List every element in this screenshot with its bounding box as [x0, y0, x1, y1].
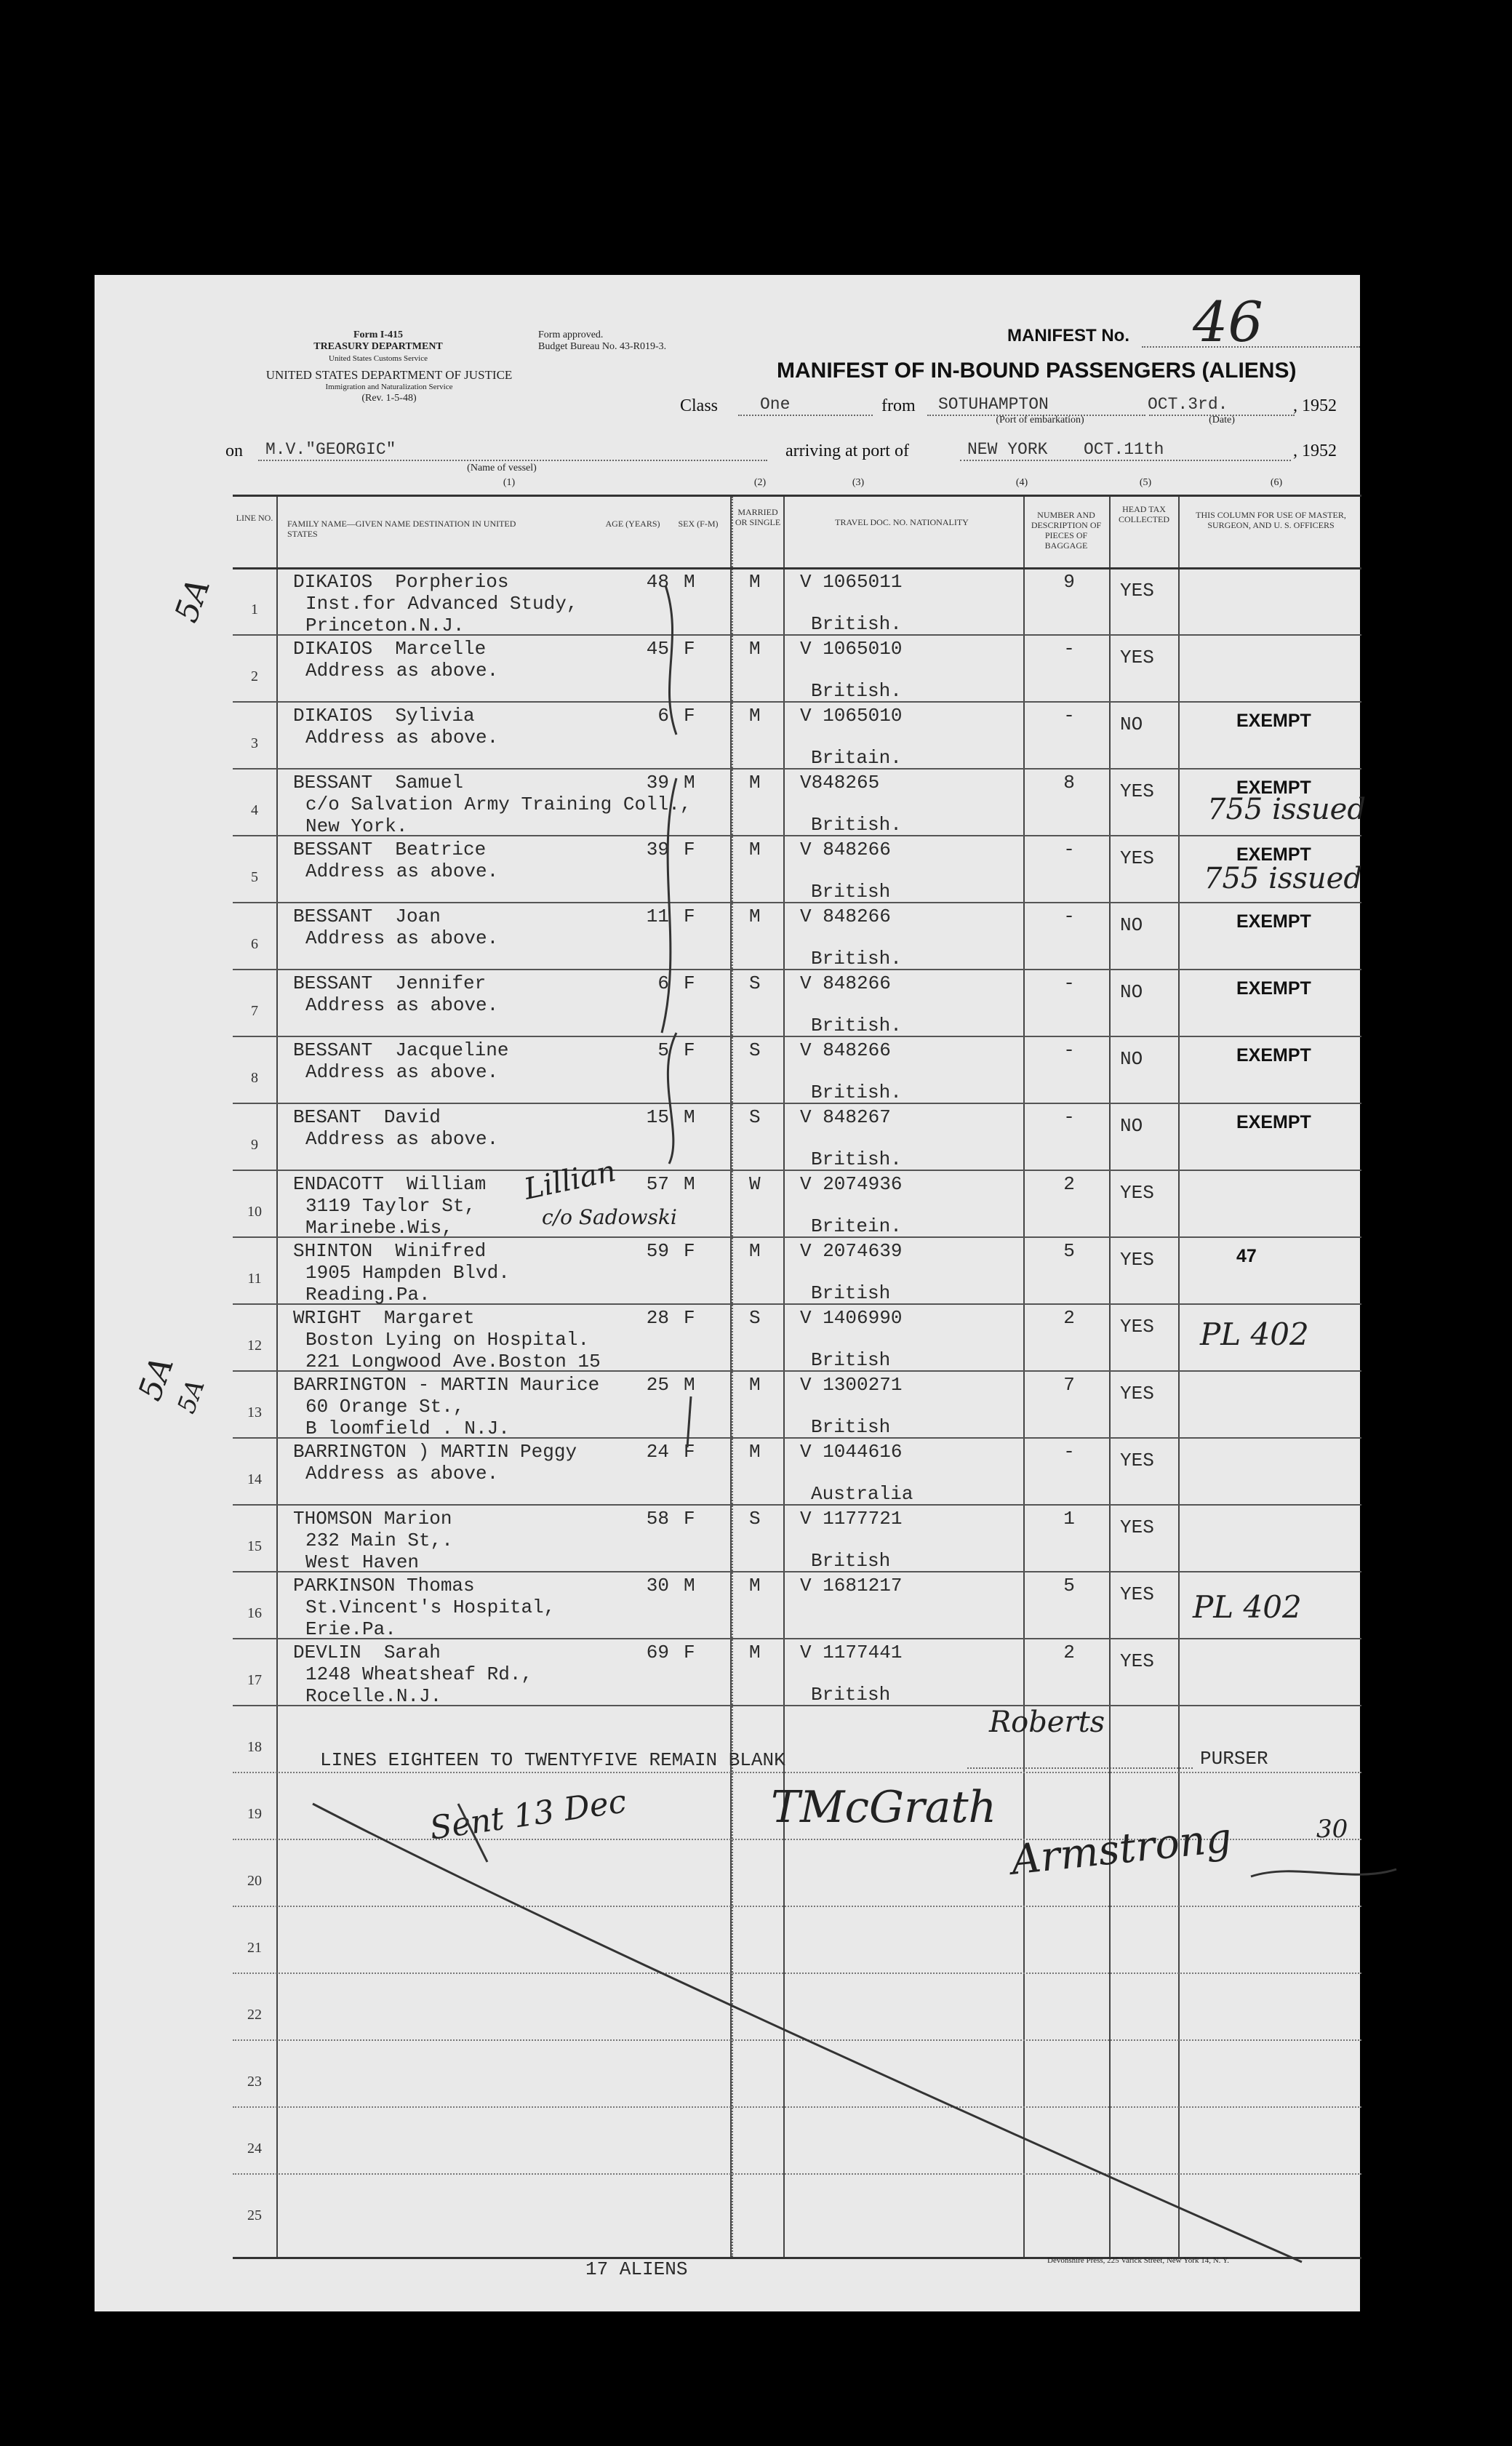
passenger-age: 11	[646, 906, 669, 927]
margin-note-5a: 5A	[172, 1375, 211, 1418]
head-tax: NO	[1120, 1048, 1143, 1070]
baggage-count: -	[1063, 705, 1075, 727]
passenger-age: 69	[646, 1642, 669, 1663]
punch-hole	[53, 1526, 89, 1562]
passenger-age: 57	[646, 1173, 669, 1195]
travel-doc-number: V 848266	[800, 906, 891, 927]
passenger-destination: Address as above.	[305, 860, 499, 882]
head-tax: YES	[1120, 780, 1154, 802]
row-rule	[233, 701, 1361, 703]
head-tax: YES	[1120, 1316, 1154, 1338]
from-label: from	[881, 396, 916, 415]
column-number: (6)	[1270, 477, 1283, 488]
punch-hole	[53, 2035, 89, 2071]
line-number: 15	[247, 1538, 262, 1554]
passenger-destination: 3119 Taylor St,	[305, 1195, 476, 1217]
head-tax: YES	[1120, 580, 1154, 601]
signature-roberts: Roberts	[989, 1706, 1105, 1739]
date-caption: (Date)	[1209, 415, 1235, 425]
punch-hole	[53, 951, 89, 988]
signature-sent: Sent 13 Dec	[427, 1783, 629, 1847]
col-head-doc: TRAVEL DOC. NO. NATIONALITY	[835, 517, 969, 527]
manifest-title: MANIFEST OF IN-BOUND PASSENGERS (ALIENS)	[777, 359, 1297, 383]
class-line	[738, 415, 873, 416]
baggage-count: 8	[1063, 772, 1075, 794]
officer-stamp: EXEMPT	[1236, 911, 1311, 932]
col-head-officers: THIS COLUMN FOR USE OF MASTER, SURGEON, AND U. S. OFFICERS	[1196, 510, 1346, 530]
passenger-nationality: British	[811, 1550, 891, 1572]
passenger-nationality: British	[811, 1282, 891, 1304]
col-divider	[1109, 497, 1111, 2257]
form-approval-block: Form approved. Budget Bureau No. 43-R019-3.	[538, 329, 667, 352]
passenger-age: 6	[657, 705, 669, 727]
printer-credit: Devonshire Press, 225 Varick Street, New York 14, N. Y.	[1047, 2256, 1230, 2265]
passenger-sex: M	[684, 571, 695, 593]
passenger-age: 24	[646, 1441, 669, 1463]
col-head-name: FAMILY NAME—GIVEN NAME DESTINATION IN UNITED STATES	[287, 519, 516, 539]
travel-doc-number: V 1044616	[800, 1441, 903, 1463]
passenger-nationality: British.	[811, 680, 902, 702]
travel-doc-number: V 1065010	[800, 705, 903, 727]
row-rule	[233, 1973, 1361, 1974]
purser-line	[967, 1767, 1193, 1769]
handwritten-note: PL 402	[1200, 1316, 1309, 1352]
head-tax: YES	[1120, 1650, 1154, 1672]
passenger-name: BESANT David	[293, 1106, 441, 1128]
passenger-age: 39	[646, 839, 669, 860]
vessel-line	[258, 460, 767, 461]
row-rule	[233, 768, 1361, 770]
travel-doc-number: V 1177441	[800, 1642, 903, 1663]
line-number: 17	[247, 1672, 262, 1688]
col-divider	[1178, 497, 1180, 2257]
passenger-nationality: British.	[811, 948, 902, 970]
passenger-age: 15	[646, 1106, 669, 1128]
travel-doc-number: V 1177721	[800, 1508, 903, 1530]
line-number: 21	[247, 1940, 262, 1956]
passenger-sex: F	[684, 1441, 695, 1463]
passenger-name: BARRINGTON - MARTIN Maurice	[293, 1374, 600, 1396]
year-2: , 1952	[1293, 441, 1337, 460]
passenger-marital: M	[749, 1441, 761, 1463]
handwritten-note: 755 issued	[1207, 793, 1366, 826]
passenger-nationality: Britein.	[811, 1215, 902, 1237]
row-rule	[233, 1504, 1361, 1506]
passenger-age: 25	[646, 1374, 669, 1396]
passenger-nationality: British	[811, 881, 891, 903]
travel-doc-number: V 2074936	[800, 1173, 903, 1195]
vessel-caption: (Name of vessel)	[467, 463, 537, 473]
passenger-marital: M	[749, 1240, 761, 1262]
line-number: 20	[247, 1873, 262, 1889]
passenger-marital: S	[749, 1106, 761, 1128]
passenger-sex: M	[684, 1575, 695, 1596]
passenger-age: 5	[657, 1039, 669, 1061]
row-rule	[233, 2106, 1361, 2108]
passenger-name: THOMSON Marion	[293, 1508, 452, 1530]
head-tax: NO	[1120, 714, 1143, 735]
officer-stamp: 47	[1236, 1246, 1257, 1266]
passenger-sex: F	[684, 705, 695, 727]
column-number: (2)	[753, 477, 767, 488]
baggage-count: -	[1063, 1441, 1075, 1463]
line-number: 7	[251, 1003, 258, 1019]
line-number: 1	[251, 601, 258, 618]
passenger-name: DIKAIOS Sylivia	[293, 705, 475, 727]
passenger-name: ENDACOTT William	[293, 1173, 487, 1195]
passenger-destination: Address as above.	[305, 727, 499, 748]
passenger-sex: M	[684, 1374, 695, 1396]
form-id-block: Form I-415 TREASURY DEPARTMENT United States Customs Service	[313, 329, 443, 363]
baggage-count: 5	[1063, 1240, 1075, 1262]
passenger-marital: M	[749, 772, 761, 794]
passenger-name: DIKAIOS Marcelle	[293, 638, 487, 660]
passenger-destination: 1905 Hampden Blvd.	[305, 1262, 510, 1284]
passenger-destination: B loomfield . N.J.	[305, 1418, 510, 1439]
travel-doc-number: V 848266	[800, 839, 891, 860]
passenger-destination: Rocelle.N.J.	[305, 1685, 442, 1707]
arrival-port: NEW YORK	[967, 440, 1048, 459]
line-number: 12	[247, 1338, 262, 1354]
col-head-line: LINE NO.	[236, 513, 273, 523]
baggage-count: -	[1063, 1039, 1075, 1061]
passenger-destination: 1248 Wheatsheaf Rd.,	[305, 1663, 533, 1685]
passenger-destination: Boston Lying on Hospital.	[305, 1329, 590, 1351]
passenger-destination: New York.	[305, 815, 408, 837]
line-number: 10	[247, 1204, 262, 1220]
passenger-sex: F	[684, 906, 695, 927]
manifest-number-value: 46	[1193, 289, 1263, 354]
passenger-nationality: British	[811, 1684, 891, 1706]
baggage-count: 7	[1063, 1374, 1075, 1396]
passenger-name: BESSANT Jacqueline	[293, 1039, 509, 1061]
travel-doc-number: V 848266	[800, 972, 891, 994]
line-number: 16	[247, 1605, 262, 1621]
passenger-sex: F	[684, 972, 695, 994]
row-rule	[233, 902, 1361, 903]
passenger-sex: F	[684, 638, 695, 660]
head-tax: YES	[1120, 1450, 1154, 1471]
passenger-destination: 232 Main St,.	[305, 1530, 453, 1551]
passenger-age: 39	[646, 772, 669, 794]
passenger-marital: M	[749, 705, 761, 727]
passenger-marital: M	[749, 1575, 761, 1596]
baggage-count: 9	[1063, 571, 1075, 593]
passenger-destination: Address as above.	[305, 1128, 499, 1150]
passenger-sex: M	[684, 772, 695, 794]
passenger-marital: M	[749, 638, 761, 660]
line-number: 24	[247, 2141, 262, 2157]
passenger-marital: M	[749, 1642, 761, 1663]
travel-doc-number: V 2074639	[800, 1240, 903, 1262]
line-number: 4	[251, 802, 258, 818]
passenger-age: 28	[646, 1307, 669, 1329]
col-divider	[276, 497, 278, 2257]
arrival-line	[960, 460, 1291, 461]
passenger-marital: S	[749, 972, 761, 994]
passenger-marital: S	[749, 1508, 761, 1530]
line-number: 13	[247, 1404, 262, 1420]
baggage-count: -	[1063, 906, 1075, 927]
row-rule	[233, 2173, 1361, 2175]
passenger-destination: Address as above.	[305, 927, 499, 949]
head-tax: YES	[1120, 1516, 1154, 1538]
line-number: 2	[251, 668, 258, 684]
row-rule	[233, 1103, 1361, 1104]
handwritten-note: PL 402	[1193, 1589, 1302, 1625]
signature-armstrong: Armstrong	[1009, 1814, 1234, 1885]
passenger-age: 45	[646, 638, 669, 660]
passenger-nationality: Britain.	[811, 747, 902, 769]
margin-note-5a: 5A	[167, 573, 218, 628]
head-tax: NO	[1120, 1115, 1143, 1137]
passenger-marital: M	[749, 839, 761, 860]
line-number: 23	[247, 2074, 262, 2090]
row-rule	[233, 1772, 1361, 1773]
row-rule	[233, 1036, 1361, 1037]
class-label: Class	[680, 396, 719, 415]
travel-doc-number: V848265	[800, 772, 880, 794]
passenger-destination: Address as above.	[305, 660, 499, 682]
passenger-name: BESSANT Joan	[293, 906, 441, 927]
head-tax: YES	[1120, 647, 1154, 668]
passenger-destination: c/o Salvation Army Training Coll.,	[305, 794, 692, 815]
col-divider	[783, 497, 785, 2257]
handwritten-note: 755 issued	[1204, 862, 1362, 895]
punch-hole	[53, 1751, 89, 1788]
passenger-sex: F	[684, 1039, 695, 1061]
arriving-label: arriving at port of	[785, 441, 909, 460]
passenger-nationality: British.	[811, 1148, 902, 1170]
head-tax: NO	[1120, 981, 1143, 1003]
passenger-sex: F	[684, 1307, 695, 1329]
line-number: 5	[251, 869, 258, 885]
handwritten-name: Lillian	[521, 1154, 619, 1207]
passenger-destination: 221 Longwood Ave.Boston 15	[305, 1351, 601, 1372]
passenger-marital: M	[749, 906, 761, 927]
passenger-age: 30	[646, 1575, 669, 1596]
col-head-married: MARRIED OR SINGLE	[735, 507, 781, 527]
aliens-total: 17 ALIENS	[585, 2258, 688, 2280]
travel-doc-number: V 1065011	[800, 571, 903, 593]
head-tax: YES	[1120, 1249, 1154, 1271]
punch-hole	[53, 828, 89, 864]
officer-stamp: EXEMPT	[1236, 1112, 1311, 1132]
passenger-name: DEVLIN Sarah	[293, 1642, 441, 1663]
row-rule	[233, 1638, 1361, 1639]
passenger-name: BESSANT Jennifer	[293, 972, 487, 994]
passenger-destination: Address as above.	[305, 1061, 499, 1083]
passenger-nationality: British.	[811, 1015, 902, 1036]
purser-label: PURSER	[1200, 1748, 1268, 1770]
arrival-date: OCT.11th	[1084, 440, 1164, 459]
baggage-count: 2	[1063, 1307, 1075, 1329]
passenger-age: 58	[646, 1508, 669, 1530]
baggage-count: 1	[1063, 1508, 1075, 1530]
passenger-nationality: British.	[811, 1082, 902, 1103]
column-number: (1)	[503, 477, 516, 488]
baggage-count: 2	[1063, 1173, 1075, 1195]
passenger-nationality: British.	[811, 814, 902, 836]
officer-stamp: EXEMPT	[1236, 711, 1311, 731]
passenger-marital: M	[749, 571, 761, 593]
passenger-age: 6	[657, 972, 669, 994]
head-tax: YES	[1120, 1583, 1154, 1605]
head-tax: NO	[1120, 914, 1143, 936]
line-number: 3	[251, 735, 258, 751]
passenger-destination: Marinebe.Wis,	[305, 1217, 453, 1239]
passenger-name: WRIGHT Margaret	[293, 1307, 475, 1329]
port-caption: (Port of embarkation)	[996, 415, 1084, 425]
line-number: 25	[247, 2207, 262, 2223]
line-number: 11	[247, 1271, 262, 1287]
passenger-sex: F	[684, 1508, 695, 1530]
officer-stamp: EXEMPT	[1236, 844, 1311, 865]
line-number: 8	[251, 1070, 258, 1086]
passenger-nationality: British.	[811, 613, 902, 635]
col-divider	[730, 497, 732, 2257]
row-rule	[233, 2039, 1361, 2041]
passenger-marital: S	[749, 1307, 761, 1329]
line-number: 22	[247, 2007, 262, 2023]
signature-mcgrath: TMcGrath	[771, 1782, 997, 1833]
punch-hole	[53, 617, 89, 653]
passenger-destination: Address as above.	[305, 1463, 499, 1484]
line-number: 9	[251, 1137, 258, 1153]
column-number: (4)	[1015, 477, 1028, 488]
passenger-age: 48	[646, 571, 669, 593]
margin-note-5a: 5A	[131, 1351, 182, 1406]
passenger-marital: W	[749, 1173, 761, 1195]
punch-hole	[53, 333, 89, 369]
baggage-count: -	[1063, 638, 1075, 660]
passenger-destination: West Haven	[305, 1551, 420, 1573]
passenger-destination: St.Vincent's Hospital,	[305, 1596, 556, 1618]
agency-block: UNITED STATES DEPARTMENT OF JUSTICE Immigration and Naturalization Service (Rev. 1-5-48)	[265, 368, 513, 404]
passenger-destination: Erie.Pa.	[305, 1618, 396, 1640]
passenger-destination: Inst.for Advanced Study,	[305, 593, 578, 615]
passenger-name: PARKINSON Thomas	[293, 1575, 475, 1596]
line-number: 6	[251, 936, 258, 952]
passenger-name: DIKAIOS Porpherios	[293, 571, 509, 593]
col-divider	[1023, 497, 1025, 2257]
travel-doc-number: V 848266	[800, 1039, 891, 1061]
head-tax: YES	[1120, 1182, 1154, 1204]
passenger-nationality: British	[811, 1349, 891, 1371]
col-divider	[732, 497, 733, 2257]
line-number: 14	[247, 1471, 262, 1487]
manifest-number-label: MANIFEST No.	[1007, 326, 1129, 345]
embark-date: OCT.3rd.	[1148, 395, 1228, 414]
baggage-count: 2	[1063, 1642, 1075, 1663]
line-number: 19	[247, 1806, 262, 1822]
passenger-nationality: British	[811, 1416, 891, 1438]
class-value: One	[760, 395, 791, 414]
column-number: (5)	[1139, 477, 1152, 488]
passenger-sex: M	[684, 1173, 695, 1195]
on-label: on	[225, 441, 243, 460]
row-rule	[233, 1170, 1361, 1171]
line-number: 18	[247, 1739, 262, 1755]
passenger-destination: Princeton.N.J.	[305, 615, 465, 636]
travel-doc-number: V 1406990	[800, 1307, 903, 1329]
passenger-marital: M	[749, 1374, 761, 1396]
baggage-count: -	[1063, 1106, 1075, 1128]
travel-doc-number: V 848267	[800, 1106, 891, 1128]
passenger-sex: F	[684, 1240, 695, 1262]
travel-doc-number: V 1681217	[800, 1575, 903, 1596]
col-head-headtax: HEAD TAX COLLECTED	[1119, 504, 1169, 524]
passenger-sex: M	[684, 1106, 695, 1128]
row-rule	[233, 969, 1361, 970]
header-rule	[233, 567, 1361, 569]
head-tax: YES	[1120, 847, 1154, 869]
passenger-name: SHINTON Winifred	[293, 1240, 487, 1262]
col-head-baggage: NUMBER AND DESCRIPTION OF PIECES OF BAGGAGE	[1031, 510, 1102, 551]
baggage-count: -	[1063, 839, 1075, 860]
passenger-destination: Address as above.	[305, 994, 499, 1016]
officer-stamp: EXEMPT	[1236, 978, 1311, 999]
col-head-age: AGE (YEARS)	[605, 519, 660, 529]
passenger-sex: F	[684, 839, 695, 860]
passenger-age: 59	[646, 1240, 669, 1262]
vessel-name: M.V."GEORGIC"	[265, 440, 396, 459]
travel-doc-number: V 1300271	[800, 1374, 903, 1396]
row-rule	[233, 1906, 1361, 1907]
col-head-sex: SEX (F-M)	[678, 519, 719, 529]
passenger-name: BESSANT Beatrice	[293, 839, 487, 860]
year-1: , 1952	[1293, 396, 1337, 415]
blank-lines-note: LINES EIGHTEEN TO TWENTYFIVE REMAIN BLANK	[320, 1749, 785, 1771]
officer-stamp: EXEMPT	[1236, 1045, 1311, 1066]
head-tax: YES	[1120, 1383, 1154, 1404]
baggage-count: 5	[1063, 1575, 1075, 1596]
travel-doc-number: V 1065010	[800, 638, 903, 660]
passenger-name: BESSANT Samuel	[293, 772, 464, 794]
passenger-nationality: Australia	[811, 1483, 913, 1505]
baggage-count: -	[1063, 972, 1075, 994]
officer-stamp: EXEMPT	[1236, 778, 1311, 798]
embark-port: SOTUHAMPTON	[938, 395, 1049, 414]
punch-hole	[53, 1286, 89, 1322]
passenger-destination: 60 Orange St.,	[305, 1396, 465, 1418]
handwritten-address: c/o Sadowski	[542, 1205, 677, 1229]
passenger-name: BARRINGTON ) MARTIN Peggy	[293, 1441, 577, 1463]
passenger-destination: Reading.Pa.	[305, 1284, 431, 1306]
passenger-sex: F	[684, 1642, 695, 1663]
annotation-30: 30	[1316, 1815, 1348, 1844]
column-number: (3)	[852, 477, 865, 488]
passenger-marital: S	[749, 1039, 761, 1061]
